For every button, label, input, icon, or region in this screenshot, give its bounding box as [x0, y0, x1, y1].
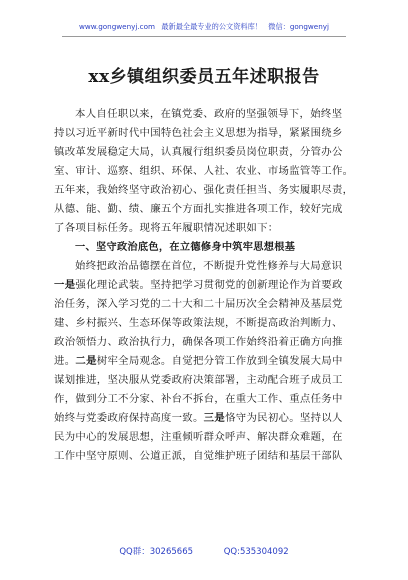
- document-body: [54, 105, 358, 466]
- section-heading: 一、坚守政治底色，在立德修身中筑牢思想根基: [75, 242, 296, 253]
- header-bar: [0, 22, 408, 32]
- enumeration-marker: 二是: [75, 355, 97, 367]
- paragraph-line: 作，做到分工不分家、补台不拆台，在重大工作、重点任务中: [54, 393, 343, 405]
- header-slogan: 最新最全最专业的公文资料库！: [161, 22, 262, 31]
- paragraph-line: 一是强化理论武装。坚持把学习贯彻党的创新理论作为首要政: [54, 279, 343, 291]
- paragraph-line: 室、审计、巡察、组织、环保、人社、农业、市场监管等工作。: [54, 165, 354, 177]
- paragraph-line: 五年来，我始终坚守政治初心、强化责任担当、务实履职尽责，: [54, 184, 354, 196]
- header-site[interactable]: www.gongwenyj.com: [78, 22, 156, 31]
- paragraph-line: 民为中心的发展思想，注重倾听群众呼声、解决群众难题，在: [54, 431, 343, 443]
- document-title: xx乡镇组织委员五年述职报告: [88, 67, 320, 87]
- paragraph-line: 本人自任职以来，在镇党委、政府的坚强领导下，始终坚: [75, 108, 343, 120]
- paragraph-line: 镇改革发展稳定大局，认真履行组织委员岗位职责，分管办公: [54, 146, 343, 158]
- footer-qq-group: QQ群：30265665: [119, 547, 194, 557]
- enumeration-marker: 三是: [203, 412, 226, 424]
- paragraph-line: 持以习近平新时代中国特色社会主义思想为指导，紧紧围绕乡: [54, 127, 343, 139]
- paragraph-line: 始终把政治品德摆在首位，不断提升党性修养与大局意识: [75, 260, 343, 272]
- paragraph-line: 进。二是树牢全局观念。自觉把分管工作放到全镇发展大局中: [54, 355, 343, 367]
- paragraph-line: 了各项目标任务。现将五年履职情况述职如下：: [54, 222, 279, 234]
- footer-qq: QQ:535304092: [223, 547, 289, 557]
- header-divider: [62, 36, 346, 37]
- paragraph-line: 始终与党委政府保持高度一致。三是恪守为民初心。坚持以人: [54, 412, 343, 424]
- paragraph-line: 工作中坚守原则、公道正派，自觉维护班子团结和基层干部队: [54, 450, 343, 462]
- enumeration-marker: 一是: [54, 279, 76, 291]
- paragraph-line: 谋划推进，坚决服从党委政府决策部署，主动配合班子成员工: [54, 374, 343, 386]
- paragraph-line: 建、乡村振兴、生态环保等政策法规，不断提高政治判断力、: [54, 317, 343, 329]
- paragraph-line: 政治领悟力、政治执行力，确保各项工作始终沿着正确方向推: [54, 336, 343, 348]
- header-wechat: 微信：gongwenyj: [268, 22, 330, 31]
- paragraph-line: 从德、能、勤、绩、廉五个方面扎实推进各项工作，较好完成: [54, 203, 343, 215]
- footer-bar: [0, 545, 408, 557]
- paragraph-line: 治任务，深入学习党的二十大和二十届历次全会精神及基层党: [54, 298, 343, 310]
